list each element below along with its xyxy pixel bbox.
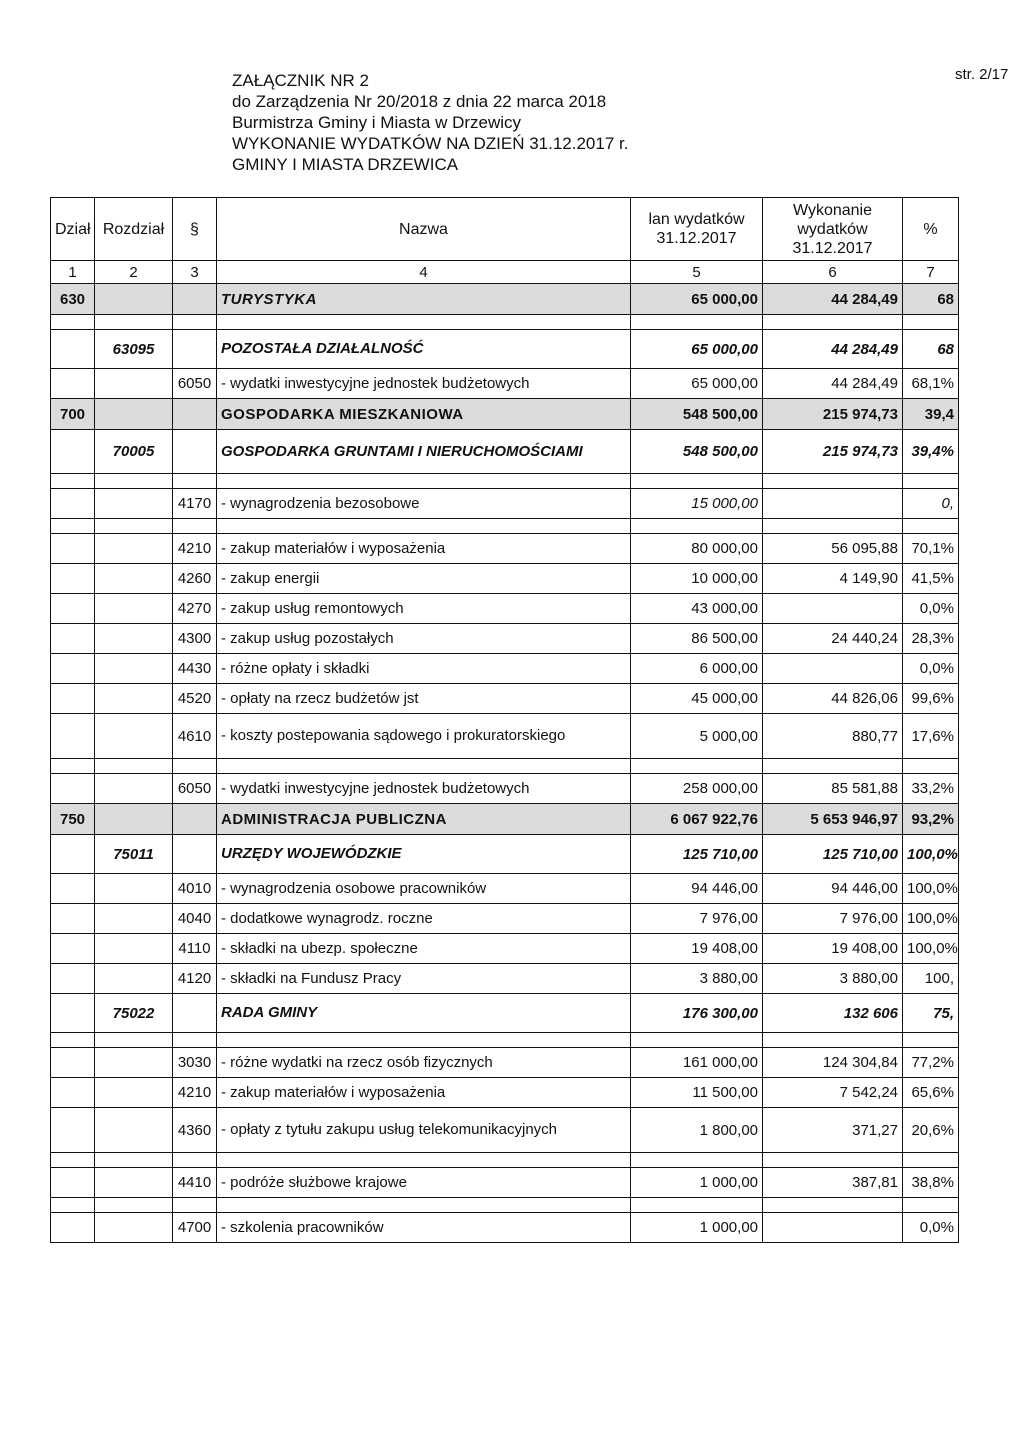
wykonanie-cell: 880,77	[763, 714, 903, 759]
col-header-procent: %	[903, 198, 959, 261]
wykonanie-cell: 215 974,73	[763, 399, 903, 430]
dzial-cell	[51, 624, 95, 654]
plan-cell: 125 710,00	[631, 835, 763, 874]
paragraf-cell: 4430	[173, 654, 217, 684]
dzial-cell	[51, 534, 95, 564]
rozdzial-cell	[95, 1108, 173, 1153]
wykonanie-cell	[763, 489, 903, 519]
wykonanie-cell	[763, 594, 903, 624]
paragraf-cell	[173, 399, 217, 430]
rozdzial-cell	[95, 774, 173, 804]
wykonanie-cell: 125 710,00	[763, 835, 903, 874]
procent-cell: 39,4	[903, 399, 959, 430]
dzial-cell	[51, 1078, 95, 1108]
plan-cell: 258 000,00	[631, 774, 763, 804]
nazwa-cell: - zakup materiałów i wyposażenia	[217, 534, 631, 564]
dzial-cell	[51, 489, 95, 519]
procent-cell: 100,0%	[903, 934, 959, 964]
ordinance-reference: do Zarządzenia Nr 20/2018 z dnia 22 marca 2018	[232, 92, 607, 111]
paragraf-cell: 4120	[173, 964, 217, 994]
col-header-plan: lan wydatków 31.12.2017	[631, 198, 763, 261]
plan-cell: 1 000,00	[631, 1213, 763, 1243]
spacer-row	[51, 474, 959, 489]
procent-cell: 39,4%	[903, 430, 959, 474]
paragraf-cell	[173, 284, 217, 315]
dzial-cell	[51, 994, 95, 1033]
dzial-cell	[51, 1108, 95, 1153]
paragraf-cell: 6050	[173, 369, 217, 399]
wykonanie-cell: 44 284,49	[763, 369, 903, 399]
procent-cell: 93,2%	[903, 804, 959, 835]
plan-cell: 176 300,00	[631, 994, 763, 1033]
table-row	[51, 904, 959, 934]
paragraf-cell: 4700	[173, 1213, 217, 1243]
wykonanie-cell: 44 826,06	[763, 684, 903, 714]
procent-cell: 75,	[903, 994, 959, 1033]
wykonanie-cell: 85 581,88	[763, 774, 903, 804]
municipality-name: GMINY I MIASTA DRZEWICA	[232, 155, 459, 174]
spacer-row	[51, 1153, 959, 1168]
rozdzial-cell	[95, 934, 173, 964]
spacer-row	[51, 759, 959, 774]
col-number: 5	[631, 261, 763, 284]
paragraf-cell: 4270	[173, 594, 217, 624]
dzial-cell	[51, 934, 95, 964]
plan-cell: 548 500,00	[631, 399, 763, 430]
plan-cell: 6 067 922,76	[631, 804, 763, 835]
dzial-cell	[51, 714, 95, 759]
plan-cell: 11 500,00	[631, 1078, 763, 1108]
plan-cell: 1 000,00	[631, 1168, 763, 1198]
paragraf-cell: 4410	[173, 1168, 217, 1198]
wykonanie-cell: 7 976,00	[763, 904, 903, 934]
paragraf-cell: 4360	[173, 1108, 217, 1153]
dzial-cell	[51, 835, 95, 874]
nazwa-cell: - zakup usług pozostałych	[217, 624, 631, 654]
table-row	[51, 284, 959, 315]
paragraf-cell	[173, 430, 217, 474]
procent-cell: 0,0%	[903, 1213, 959, 1243]
rozdzial-cell	[95, 684, 173, 714]
table-header-row	[51, 198, 959, 261]
col-number: 6	[763, 261, 903, 284]
wykonanie-cell: 19 408,00	[763, 934, 903, 964]
dzial-cell	[51, 564, 95, 594]
dzial-cell	[51, 1213, 95, 1243]
nazwa-cell: - szkolenia pracowników	[217, 1213, 631, 1243]
table-row	[51, 714, 959, 759]
plan-cell: 3 880,00	[631, 964, 763, 994]
table-row	[51, 684, 959, 714]
plan-cell: 65 000,00	[631, 369, 763, 399]
table-row	[51, 489, 959, 519]
nazwa-cell: - opłaty na rzecz budżetów jst	[217, 684, 631, 714]
wykonanie-cell: 132 606	[763, 994, 903, 1033]
table-row	[51, 1168, 959, 1198]
plan-cell: 94 446,00	[631, 874, 763, 904]
dzial-cell: 700	[51, 399, 95, 430]
dzial-cell	[51, 874, 95, 904]
dzial-cell: 750	[51, 804, 95, 835]
dzial-cell	[51, 774, 95, 804]
dzial-cell	[51, 904, 95, 934]
table-row	[51, 804, 959, 835]
wykonanie-cell	[763, 654, 903, 684]
paragraf-cell	[173, 994, 217, 1033]
paragraf-cell: 4300	[173, 624, 217, 654]
nazwa-cell: ADMINISTRACJA PUBLICZNA	[217, 804, 631, 835]
plan-cell: 7 976,00	[631, 904, 763, 934]
dzial-cell	[51, 330, 95, 369]
wykonanie-cell: 44 284,49	[763, 284, 903, 315]
dzial-cell	[51, 654, 95, 684]
expenditure-table	[50, 197, 959, 1243]
rozdzial-cell	[95, 399, 173, 430]
table-row	[51, 994, 959, 1033]
nazwa-cell: - dodatkowe wynagrodz. roczne	[217, 904, 631, 934]
procent-cell: 0,	[903, 489, 959, 519]
table-row	[51, 564, 959, 594]
plan-cell: 65 000,00	[631, 330, 763, 369]
procent-cell: 33,2%	[903, 774, 959, 804]
table-row	[51, 654, 959, 684]
dzial-cell	[51, 1168, 95, 1198]
dzial-cell	[51, 594, 95, 624]
procent-cell: 65,6%	[903, 1078, 959, 1108]
rozdzial-cell: 75022	[95, 994, 173, 1033]
paragraf-cell: 4210	[173, 1078, 217, 1108]
procent-cell: 100,0%	[903, 874, 959, 904]
rozdzial-cell	[95, 714, 173, 759]
paragraf-cell: 4520	[173, 684, 217, 714]
plan-cell: 86 500,00	[631, 624, 763, 654]
table-row	[51, 430, 959, 474]
nazwa-cell: POZOSTAŁA DZIAŁALNOŚĆ	[217, 330, 631, 369]
dzial-cell: 630	[51, 284, 95, 315]
procent-cell: 100,	[903, 964, 959, 994]
table-row	[51, 330, 959, 369]
rozdzial-cell	[95, 1048, 173, 1078]
procent-cell: 68	[903, 284, 959, 315]
plan-cell: 15 000,00	[631, 489, 763, 519]
paragraf-cell: 4610	[173, 714, 217, 759]
rozdzial-cell	[95, 654, 173, 684]
wykonanie-cell: 4 149,90	[763, 564, 903, 594]
table-row	[51, 594, 959, 624]
procent-cell: 100,0%	[903, 904, 959, 934]
table-row	[51, 874, 959, 904]
table-row	[51, 774, 959, 804]
nazwa-cell: - opłaty z tytułu zakupu usług telekomunikacyjnych	[217, 1108, 631, 1153]
nazwa-cell: GOSPODARKA MIESZKANIOWA	[217, 399, 631, 430]
plan-cell: 80 000,00	[631, 534, 763, 564]
procent-cell: 68	[903, 330, 959, 369]
paragraf-cell: 3030	[173, 1048, 217, 1078]
paragraf-cell: 4010	[173, 874, 217, 904]
procent-cell: 100,0%	[903, 835, 959, 874]
wykonanie-cell: 44 284,49	[763, 330, 903, 369]
procent-cell: 38,8%	[903, 1168, 959, 1198]
table-row	[51, 1048, 959, 1078]
dzial-cell	[51, 369, 95, 399]
attachment-title: ZAŁĄCZNIK NR 2	[232, 71, 369, 90]
col-number: 1	[51, 261, 95, 284]
plan-cell: 161 000,00	[631, 1048, 763, 1078]
procent-cell: 0,0%	[903, 594, 959, 624]
rozdzial-cell	[95, 804, 173, 835]
col-number: 7	[903, 261, 959, 284]
table-row	[51, 534, 959, 564]
execution-date-line: WYKONANIE WYDATKÓW NA DZIEŃ 31.12.2017 r.	[232, 134, 629, 153]
table-row	[51, 964, 959, 994]
dzial-cell	[51, 1048, 95, 1078]
wykonanie-cell	[763, 1213, 903, 1243]
nazwa-cell: RADA GMINY	[217, 994, 631, 1033]
nazwa-cell: - wydatki inwestycyjne jednostek budżetowych	[217, 369, 631, 399]
column-number-row	[51, 261, 959, 284]
procent-cell: 28,3%	[903, 624, 959, 654]
rozdzial-cell	[95, 534, 173, 564]
plan-cell: 1 800,00	[631, 1108, 763, 1153]
rozdzial-cell	[95, 284, 173, 315]
rozdzial-cell	[95, 904, 173, 934]
rozdzial-cell	[95, 369, 173, 399]
rozdzial-cell: 63095	[95, 330, 173, 369]
plan-cell: 548 500,00	[631, 430, 763, 474]
wykonanie-cell: 215 974,73	[763, 430, 903, 474]
table-row	[51, 1078, 959, 1108]
plan-cell: 45 000,00	[631, 684, 763, 714]
rozdzial-cell	[95, 874, 173, 904]
wykonanie-cell: 56 095,88	[763, 534, 903, 564]
nazwa-cell: - różne opłaty i składki	[217, 654, 631, 684]
table-row	[51, 1213, 959, 1243]
rozdzial-cell	[95, 1168, 173, 1198]
paragraf-cell: 4110	[173, 934, 217, 964]
paragraf-cell: 4260	[173, 564, 217, 594]
procent-cell: 17,6%	[903, 714, 959, 759]
paragraf-cell: 6050	[173, 774, 217, 804]
page-number: str. 2/17	[955, 66, 1009, 83]
nazwa-cell: - zakup usług remontowych	[217, 594, 631, 624]
plan-cell: 43 000,00	[631, 594, 763, 624]
spacer-row	[51, 519, 959, 534]
rozdzial-cell	[95, 1078, 173, 1108]
wykonanie-cell: 371,27	[763, 1108, 903, 1153]
nazwa-cell: - wynagrodzenia osobowe pracowników	[217, 874, 631, 904]
wykonanie-cell: 7 542,24	[763, 1078, 903, 1108]
plan-cell: 10 000,00	[631, 564, 763, 594]
table-row	[51, 369, 959, 399]
dzial-cell	[51, 684, 95, 714]
paragraf-cell	[173, 835, 217, 874]
document-header	[232, 70, 628, 175]
paragraf-cell: 4040	[173, 904, 217, 934]
rozdzial-cell	[95, 1213, 173, 1243]
mayor-line: Burmistrza Gminy i Miasta w Drzewicy	[232, 113, 522, 132]
paragraf-cell: 4210	[173, 534, 217, 564]
plan-cell: 5 000,00	[631, 714, 763, 759]
nazwa-cell: - składki na ubezp. społeczne	[217, 934, 631, 964]
rozdzial-cell	[95, 489, 173, 519]
nazwa-cell: - zakup materiałów i wyposażenia	[217, 1078, 631, 1108]
wykonanie-cell: 124 304,84	[763, 1048, 903, 1078]
nazwa-cell: TURYSTYKA	[217, 284, 631, 315]
dzial-cell	[51, 964, 95, 994]
table-row	[51, 934, 959, 964]
col-header-wykonanie: Wykonanie wydatków 31.12.2017	[763, 198, 903, 261]
paragraf-cell	[173, 330, 217, 369]
col-header-dzial: Dział	[51, 198, 95, 261]
table-row	[51, 1108, 959, 1153]
procent-cell: 20,6%	[903, 1108, 959, 1153]
rozdzial-cell	[95, 624, 173, 654]
spacer-row	[51, 1198, 959, 1213]
table-row	[51, 624, 959, 654]
wykonanie-cell: 94 446,00	[763, 874, 903, 904]
nazwa-cell: - różne wydatki na rzecz osób fizycznych	[217, 1048, 631, 1078]
spacer-row	[51, 1033, 959, 1048]
nazwa-cell: - wydatki inwestycyjne jednostek budżetowych	[217, 774, 631, 804]
rozdzial-cell	[95, 564, 173, 594]
procent-cell: 68,1%	[903, 369, 959, 399]
wykonanie-cell: 387,81	[763, 1168, 903, 1198]
procent-cell: 99,6%	[903, 684, 959, 714]
rozdzial-cell: 70005	[95, 430, 173, 474]
nazwa-cell: - składki na Fundusz Pracy	[217, 964, 631, 994]
procent-cell: 41,5%	[903, 564, 959, 594]
col-number: 2	[95, 261, 173, 284]
paragraf-cell: 4170	[173, 489, 217, 519]
plan-cell: 19 408,00	[631, 934, 763, 964]
wykonanie-cell: 5 653 946,97	[763, 804, 903, 835]
procent-cell: 77,2%	[903, 1048, 959, 1078]
nazwa-cell: URZĘDY WOJEWÓDZKIE	[217, 835, 631, 874]
procent-cell: 0,0%	[903, 654, 959, 684]
wykonanie-cell: 3 880,00	[763, 964, 903, 994]
col-number: 4	[217, 261, 631, 284]
nazwa-cell: GOSPODARKA GRUNTAMI I NIERUCHOMOŚCIAMI	[217, 430, 631, 474]
nazwa-cell: - podróże służbowe krajowe	[217, 1168, 631, 1198]
wykonanie-cell: 24 440,24	[763, 624, 903, 654]
col-header-paragraf: §	[173, 198, 217, 261]
procent-cell: 70,1%	[903, 534, 959, 564]
col-header-rozdzial: Rozdział	[95, 198, 173, 261]
rozdzial-cell	[95, 964, 173, 994]
plan-cell: 65 000,00	[631, 284, 763, 315]
nazwa-cell: - zakup energii	[217, 564, 631, 594]
table-row	[51, 835, 959, 874]
dzial-cell	[51, 430, 95, 474]
col-header-nazwa: Nazwa	[217, 198, 631, 261]
nazwa-cell: - wynagrodzenia bezosobowe	[217, 489, 631, 519]
rozdzial-cell: 75011	[95, 835, 173, 874]
col-number: 3	[173, 261, 217, 284]
table-row	[51, 399, 959, 430]
plan-cell: 6 000,00	[631, 654, 763, 684]
spacer-row	[51, 315, 959, 330]
nazwa-cell: - koszty postepowania sądowego i prokuratorskiego	[217, 714, 631, 759]
rozdzial-cell	[95, 594, 173, 624]
paragraf-cell	[173, 804, 217, 835]
